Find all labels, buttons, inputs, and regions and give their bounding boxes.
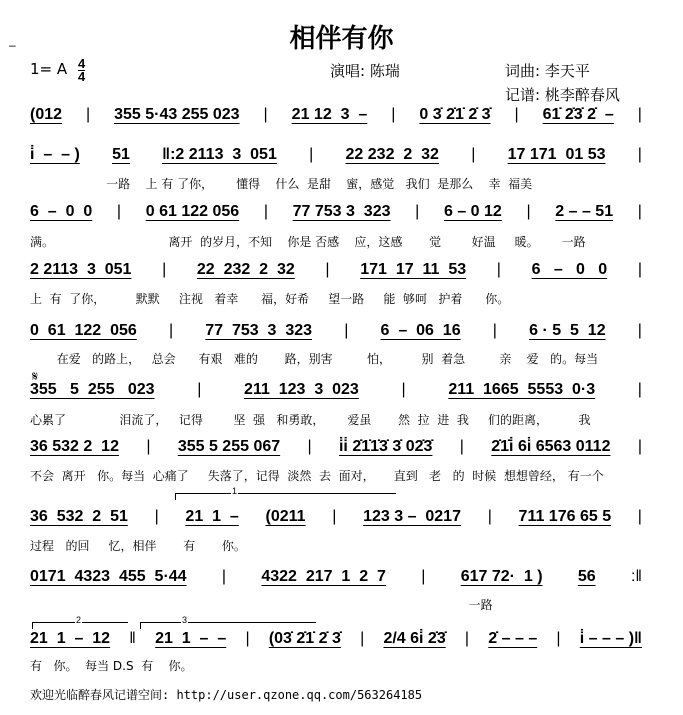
barline: | bbox=[496, 261, 501, 278]
volta-1: 1 bbox=[175, 493, 396, 500]
barline: | bbox=[344, 322, 349, 339]
measure-notes: 6 – 06 16 bbox=[380, 322, 461, 339]
measure-notes: 56 bbox=[577, 568, 596, 585]
barline: | bbox=[309, 146, 314, 163]
barline: | bbox=[637, 146, 642, 163]
barline: | bbox=[415, 203, 420, 220]
measure-notes: 355 5·43 255 023 bbox=[114, 106, 240, 123]
measure-notes: i̇ – – – )‖ bbox=[579, 630, 642, 647]
barline: | bbox=[637, 203, 642, 220]
notation-row bbox=[30, 203, 642, 221]
lyrics-line: 在爱 的路上， 总会 有艰 难的 路，别害 怕， 别 着急 亲 爱 的。每当 bbox=[30, 352, 599, 366]
measure-notes: 6 – 0 12 bbox=[443, 203, 502, 220]
notation-row bbox=[30, 106, 642, 124]
barline: ‖ bbox=[129, 630, 136, 647]
segno-icon: 𝄋 bbox=[32, 368, 39, 384]
measure-notes: 6 – 0 0 bbox=[531, 261, 608, 278]
measure-notes: 0 61 122 056 bbox=[145, 203, 240, 220]
measure-notes: 2̇1̇i̇ 6i̇ 6563 0112 bbox=[491, 438, 611, 455]
measure-notes: 6 – 0 0 bbox=[30, 203, 93, 220]
measure-notes: 2̇ – – – bbox=[488, 630, 538, 647]
barline: :‖ bbox=[630, 568, 642, 585]
singer: 演唱: 陈瑞 bbox=[330, 62, 400, 80]
measure-notes: (0211 bbox=[265, 508, 306, 525]
measure-notes: 2 2113 3 051 bbox=[30, 261, 132, 278]
time-signature: 4 4 bbox=[78, 56, 86, 84]
measure-notes: i̇ – – ) bbox=[30, 146, 80, 163]
measure-notes: 355 5 255 023 bbox=[30, 381, 155, 398]
barline: | bbox=[514, 106, 519, 123]
measure-notes: 36 532 2 12 bbox=[30, 438, 119, 455]
barline: | bbox=[637, 381, 642, 398]
barline: | bbox=[86, 106, 91, 123]
lyrics-line: 一路 上 有 了你， 懂得 什么 是甜 蜜，感觉 我们 是那么 幸 福美 bbox=[30, 177, 533, 191]
barline: | bbox=[116, 203, 122, 220]
volta-2: 2 bbox=[32, 622, 128, 629]
measure-notes: 211 1665 5553 0·3 bbox=[448, 381, 596, 398]
measure-notes: (012 bbox=[30, 106, 63, 123]
barline: | bbox=[556, 630, 561, 647]
barline: | bbox=[464, 630, 470, 647]
measure-notes: ‖:2 2113 3 051 bbox=[162, 146, 277, 163]
barline: | bbox=[325, 261, 330, 278]
barline: | bbox=[221, 568, 227, 585]
measure-notes: 4322 217 1 2 7 bbox=[261, 568, 386, 585]
measure-notes: 51 bbox=[112, 146, 130, 163]
measure-notes: 22 232 2 32 bbox=[345, 146, 439, 163]
notation-row bbox=[30, 438, 642, 456]
notation-row bbox=[30, 508, 642, 526]
barline: | bbox=[391, 106, 396, 123]
measure-notes: 0 61 122 056 bbox=[30, 322, 137, 339]
barline: | bbox=[487, 508, 492, 525]
key-signature: 1= A bbox=[30, 60, 68, 78]
lyrics-line: 满。 离开 的岁月，不知 你是 否感 应，这感 觉 好温 暖。 一路 bbox=[30, 235, 586, 249]
transcriber: 记谱: 桃李醉春风 bbox=[505, 86, 620, 104]
measure-notes: i̇i̇ 2̇1̇1̇3̇ 3̇ 02̇3̇ bbox=[338, 438, 433, 455]
barline: | bbox=[401, 381, 406, 398]
measure-notes: 21 12 3 – bbox=[291, 106, 368, 123]
barline: | bbox=[360, 630, 365, 647]
song-title: 相伴有你 bbox=[289, 24, 394, 54]
notation-row bbox=[30, 261, 642, 279]
lyrics-line: 心累了 泪流了， 记得 坚 强 和勇敢， 爱虽 然 拉 进 我 们的距离， 我 bbox=[30, 413, 591, 427]
barline: | bbox=[162, 261, 167, 278]
dash-mark: – bbox=[9, 38, 16, 52]
notation-row bbox=[30, 146, 642, 164]
measure-notes: 6 · 5 5 12 bbox=[529, 322, 606, 339]
measure-notes: 21 1 – bbox=[185, 508, 239, 525]
barline: | bbox=[197, 381, 202, 398]
footer-link-text: 欢迎光临醉春风记谱空间: http://user.qzone.qq.com/563264185 bbox=[30, 688, 423, 702]
measure-notes: 2/4 6i̇ 2̇3̇ bbox=[383, 630, 446, 647]
barline: | bbox=[245, 630, 250, 647]
barline: | bbox=[168, 322, 174, 339]
lyrics-line: 有 你。 每当 D.S 有 你。 bbox=[30, 659, 193, 673]
measure-notes: 355 5 255 067 bbox=[177, 438, 281, 455]
barline: | bbox=[263, 106, 268, 123]
barline: | bbox=[421, 568, 426, 585]
measure-notes: 21 1 – – bbox=[155, 630, 227, 647]
barline: | bbox=[459, 438, 464, 455]
measure-notes: 211 123 3 023 bbox=[244, 381, 359, 398]
measure-notes: 77 753 3 323 bbox=[292, 203, 391, 220]
measure-notes: 171 17 11 53 bbox=[360, 261, 467, 278]
notation-row bbox=[30, 630, 642, 648]
barline: | bbox=[307, 438, 312, 455]
measure-notes: 21 1 – 12 bbox=[30, 630, 111, 647]
barline: | bbox=[492, 322, 497, 339]
volta-3: 3 bbox=[140, 622, 316, 629]
barline: | bbox=[526, 203, 531, 220]
lyrics-line: 上 有 了你， 默默 注视 着幸 福，好希 望一路 能 够呵 护着 你。 bbox=[30, 292, 510, 306]
measure-notes: 61̇ 2̇3̇ 2̇ – bbox=[542, 106, 614, 123]
barline: | bbox=[154, 508, 159, 525]
measure-notes: 617 72· 1 ) bbox=[460, 568, 543, 585]
measure-notes: 711 176 65 5 bbox=[518, 508, 612, 525]
barline: | bbox=[332, 508, 337, 525]
notation-row bbox=[30, 568, 642, 586]
barline: | bbox=[637, 322, 642, 339]
barline: | bbox=[471, 146, 476, 163]
lyrics-line: 不会 离开 你。每当 心痛了 失落了，记得 淡然 去 面对， 直到 老 的 时候 想想曾经， 有一个 bbox=[30, 469, 604, 483]
barline: | bbox=[637, 438, 642, 455]
barline: | bbox=[637, 106, 642, 123]
notation-row bbox=[30, 322, 642, 340]
measure-notes: 77 753 3 323 bbox=[205, 322, 313, 339]
lyrics-line: 过程 的回 忆，相伴 有 你。 bbox=[30, 539, 246, 553]
measure-notes: 2 – – 51 bbox=[555, 203, 614, 220]
barline: | bbox=[637, 261, 642, 278]
measure-notes: 0171 4323 455 5·44 bbox=[30, 568, 187, 585]
measure-notes: 22 232 2 32 bbox=[196, 261, 295, 278]
measure-notes: 0 3̇ 2̇1̇ 2̇ 3̇ bbox=[419, 106, 491, 123]
measure-notes: 36 532 2 51 bbox=[30, 508, 128, 525]
measure-notes: 17 171 01 53 bbox=[507, 146, 606, 163]
lyrics-line: 一路 bbox=[30, 598, 493, 612]
measure-notes: 123 3 – 0217 bbox=[363, 508, 461, 525]
barline: | bbox=[146, 438, 151, 455]
barline: | bbox=[263, 203, 268, 220]
composer: 词曲: 李天平 bbox=[505, 62, 590, 80]
notation-row bbox=[30, 381, 642, 399]
barline: | bbox=[637, 508, 642, 525]
measure-notes: (03̇ 2̇1̇ 2̇ 3̇ bbox=[268, 630, 341, 647]
